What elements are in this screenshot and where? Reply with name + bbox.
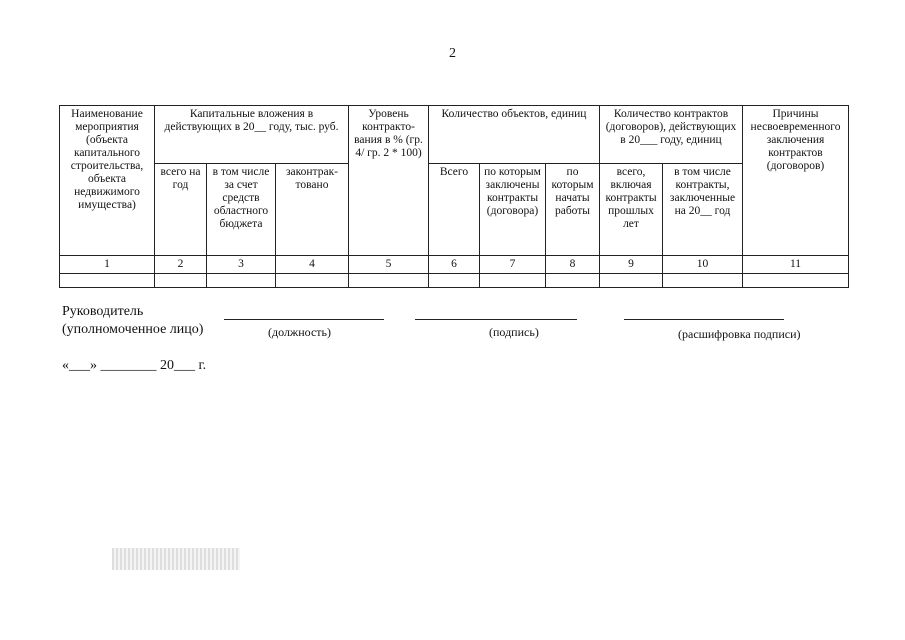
table-cell <box>600 274 663 288</box>
subheader-contracts-concluded: по которым заключены контракты (договора) <box>480 164 546 256</box>
subheader-regional-budget: в том числе за счет средств областного бюджета <box>207 164 276 256</box>
column-number: 9 <box>600 256 663 274</box>
table-cell <box>276 274 349 288</box>
column-number: 11 <box>743 256 849 274</box>
header-objects-count: Количество объектов, единиц <box>429 106 600 164</box>
table-cell <box>207 274 276 288</box>
column-number: 10 <box>663 256 743 274</box>
column-number: 3 <box>207 256 276 274</box>
table-cell <box>743 274 849 288</box>
transcript-line <box>624 319 784 320</box>
table-cell <box>429 274 480 288</box>
column-number: 5 <box>349 256 429 274</box>
table-row-empty <box>60 274 849 288</box>
header-contracts-count: Количество контрактов (договоров), действующих в 20___ году, единиц <box>600 106 743 164</box>
subheader-total-year: всего на год <box>155 164 207 256</box>
page-number: 2 <box>449 46 456 61</box>
table-cell <box>349 274 429 288</box>
date-line: «___» ________ 20___ г. <box>62 358 207 373</box>
table-cell <box>60 274 155 288</box>
column-number: 7 <box>480 256 546 274</box>
table-cell <box>546 274 600 288</box>
column-number: 8 <box>546 256 600 274</box>
table-cell <box>663 274 743 288</box>
column-number: 6 <box>429 256 480 274</box>
table-cell <box>155 274 207 288</box>
signature-line <box>415 319 577 320</box>
subheader-contracted: законтрак-товано <box>276 164 349 256</box>
header-name: Наименование мероприятия (объекта капитального строительства, объекта недвижимого имущества) <box>60 106 155 256</box>
subheader-total: Всего <box>429 164 480 256</box>
subheader-works-started: по которым начаты работы <box>546 164 600 256</box>
position-caption: (должность) <box>268 325 331 339</box>
faded-stamp <box>112 548 240 570</box>
transcript-caption: (расшифровка подписи) <box>678 327 801 341</box>
table-cell <box>480 274 546 288</box>
signatory-title: Руководитель <box>62 304 144 319</box>
column-number: 1 <box>60 256 155 274</box>
subheader-prev-years: всего, включая контракты прошлых лет <box>600 164 663 256</box>
header-capital-investments: Капитальные вложения в действующих в 20__ году, тыс. руб. <box>155 106 349 164</box>
position-line <box>224 319 384 320</box>
header-contracting-level: Уровень контракто-вания в % (гр. 4/ гр. 2 * 100) <box>349 106 429 256</box>
report-table <box>59 105 849 288</box>
signature-caption: (подпись) <box>489 325 539 339</box>
subheader-concluded-year: в том числе контракты, заключенные на 20__ год <box>663 164 743 256</box>
column-number: 2 <box>155 256 207 274</box>
header-reasons: Причины несвоевременного заключения контрактов (договоров) <box>743 106 849 256</box>
column-number: 4 <box>276 256 349 274</box>
signatory-subtitle: (уполномоченное лицо) <box>62 322 204 337</box>
